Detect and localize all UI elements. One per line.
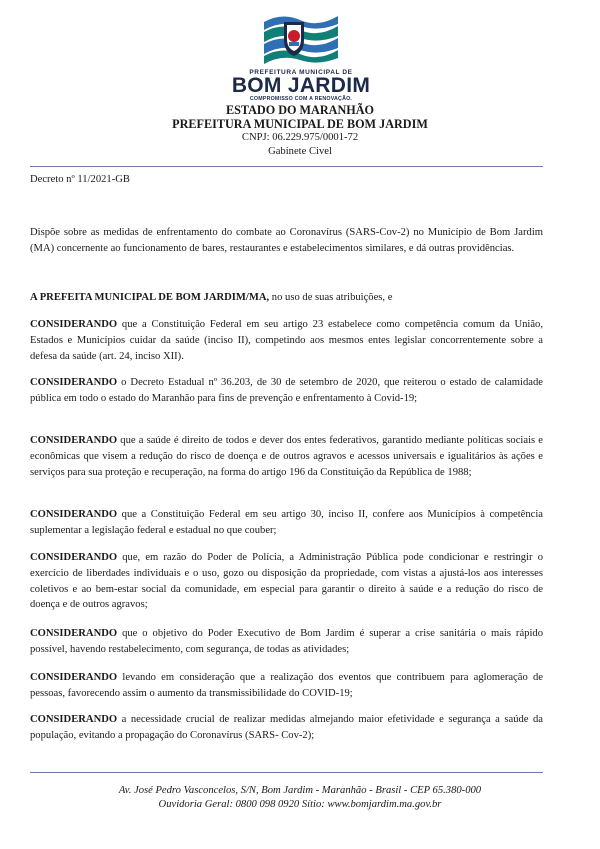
- decree-number: Decreto nº 11/2021-GB: [30, 174, 130, 185]
- logo-city-name: BOM JARDIM: [231, 74, 371, 97]
- preamble-rest: no uso de suas atribuições, e: [269, 292, 393, 303]
- considerando-lead: CONSIDERANDO: [30, 435, 118, 446]
- header-state: ESTADO DO MARANHÃO: [225, 103, 375, 117]
- considerando-lead: CONSIDERANDO: [30, 672, 118, 683]
- header-office: Gabinete Civel: [268, 146, 332, 157]
- considerando-paragraph: [30, 433, 543, 480]
- considerando-lead: CONSIDERANDO: [30, 509, 118, 520]
- decree-ementa: Dispõe sobre as medidas de enfrentamento do combate ao Coronavírus (SARS-Cov-2) no Município de Bom Jardim (MA) concernente ao funcionamento de bares, restaurantes e estabelecimentos similares, e dá outras providências.: [30, 227, 543, 254]
- considerando-text: o Decreto Estadual nº 36.203, de 30 de setembro de 2020, que reiterou o estado de calamidade pública em todo o estado do Maranhão para fins de prevenção e enfrentamento à Covid-19;: [30, 377, 543, 404]
- preamble-lead: A PREFEITA MUNICIPAL DE BOM JARDIM/MA,: [30, 292, 270, 303]
- considerando-paragraph: [30, 712, 543, 744]
- considerando-paragraph: [30, 317, 543, 364]
- considerando-lead: CONSIDERANDO: [30, 628, 118, 639]
- considerando-text: levando em consideração que a realização dos eventos que contribuem para aglomeração de pessoas, favorecendo assim o aumento da transmissibilidade do COVID-19;: [30, 672, 543, 699]
- prefecture-logo: [226, 8, 376, 104]
- logo-slogan: COMPROMISSO COM A RENOVAÇÃO.: [249, 96, 353, 102]
- considerando-text: que, em razão do Poder de Polícia, a Administração Pública pode condicionar e restringir o exercício de liberdades individuais e o uso, gozo ou disposição da propriedade, com vistas a ajustá-los aos interesses coletivos e ao bem-estar social da comunidade, em especial para garantir o direito à saúde e a redução do risco de doença e de outros agravos;: [30, 552, 543, 611]
- considerando-paragraph: [30, 626, 543, 658]
- considerando-text: que o objetivo do Poder Executivo de Bom Jardim é superar a crise sanitária o mais rápido possível, havendo restabelecimento, com segurança, de todas as atividades;: [30, 628, 543, 655]
- considerando-lead: CONSIDERANDO: [30, 552, 118, 563]
- considerando-paragraph: [30, 375, 543, 407]
- footer-address: Av. José Pedro Vasconcelos, S/N, Bom Jardim - Maranhão - Brasil - CEP 65.380-000: [118, 785, 482, 796]
- considerando-paragraph: [30, 507, 543, 539]
- considerando-text: que a saúde é direito de todos e dever dos entes federativos, garantido mediante políticas sociais e econômicas que visem a redução do risco de doença e de outros agravos e acessos universais e igualitários às ações e serviços para sua proteção e recuperação, na forma do artigo 196 da Constituição da República de 1988;: [30, 435, 543, 478]
- header-prefecture: PREFEITURA MUNICIPAL DE BOM JARDIM: [172, 117, 428, 131]
- considerando-lead: CONSIDERANDO: [30, 377, 118, 388]
- decree-preamble: [30, 290, 543, 306]
- considerando-text: a necessidade crucial de realizar medidas almejando maior efetividade e segurança a saúde da população, evitando a propagação do Coronavírus (SARS- Cov-2);: [30, 714, 543, 741]
- header-cnpj: CNPJ: 06.229.975/0001-72: [241, 132, 359, 143]
- considerando-lead: CONSIDERANDO: [30, 714, 118, 725]
- city-emblem-icon: [260, 8, 342, 68]
- considerando-text: que a Constituição Federal em seu artigo 23 estabelece como competência comum da União, Estados e Municípios cuidar da saúde (inciso II), competindo aos mesmos entes legislar concorrentemente sobre a defesa da saúde (art. 24, inciso XII).: [30, 319, 543, 362]
- considerando-paragraph: [30, 550, 543, 613]
- considerando-lead: CONSIDERANDO: [30, 319, 118, 330]
- considerando-text: que a Constituição Federal em seu artigo 30, inciso II, confere aos Municípios à competência suplementar a legislação federal e estadual no que couber;: [30, 509, 543, 536]
- logo-prefeitura-label: PREFEITURA MUNICIPAL DE: [249, 69, 353, 76]
- footer-divider: [30, 772, 543, 773]
- considerando-paragraph: [30, 670, 543, 702]
- header-divider: [30, 166, 543, 167]
- footer-contact: Ouvidoria Geral: 0800 098 0920 Sítio: www.bomjardim.ma.gov.br: [158, 799, 442, 810]
